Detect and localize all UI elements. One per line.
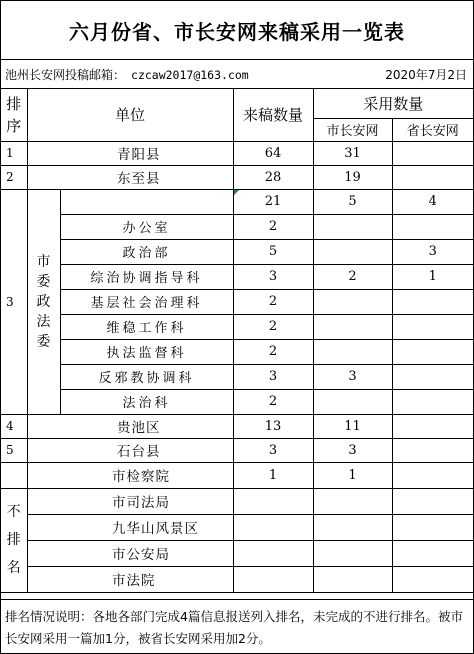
sub-unit-cell: 政治部 — [60, 239, 233, 264]
city-cell: 3 — [313, 438, 392, 462]
table-row — [1, 165, 473, 189]
submissions-cell: 13 — [233, 414, 313, 438]
sub-unit-cell: 反邪教协调科 — [60, 364, 233, 389]
province-cell — [392, 364, 473, 389]
city-cell — [313, 339, 392, 364]
submissions-cell: 1 — [233, 462, 313, 488]
province-cell — [392, 339, 473, 364]
city-cell: 19 — [313, 165, 392, 189]
rank-cell: 4 — [1, 414, 27, 438]
unit-cell: 市法院 — [60, 566, 233, 592]
province-cell — [392, 488, 473, 514]
group-name: 市委政法委 — [36, 253, 51, 350]
province-cell — [392, 462, 473, 488]
city-cell — [313, 239, 392, 264]
city-cell: 1 — [313, 462, 392, 488]
unit-spacer-cell — [27, 566, 60, 592]
submissions-cell: 28 — [233, 165, 313, 189]
rank-cell: 1 — [1, 141, 27, 165]
province-cell — [392, 389, 473, 414]
ranking-notes: 排名情况说明：各地各部门完成4篇信息报送列入排名，未完成的不进行排名。被市长安网采用一篇加1分，被省长安网采用加2分。 — [1, 599, 473, 653]
header-rank-text: 排序 — [6, 94, 22, 135]
header-adoption: 采用数量 — [313, 89, 473, 118]
group-total-city: 5 — [313, 189, 392, 214]
group-item-row — [1, 214, 473, 239]
submissions-cell — [233, 540, 313, 566]
province-cell — [392, 514, 473, 540]
report-date: 2020年7月2日 — [385, 67, 467, 82]
submissions-cell: 2 — [233, 289, 313, 314]
submissions-cell: 5 — [233, 239, 313, 264]
unranked-row — [1, 540, 473, 566]
group-item-row — [1, 239, 473, 264]
province-cell — [392, 141, 473, 165]
unit-cell: 石台县 — [60, 438, 233, 462]
rank-cell: 2 — [1, 165, 27, 189]
table-row — [1, 141, 473, 165]
city-cell — [313, 514, 392, 540]
city-cell — [313, 314, 392, 339]
group-item-row — [1, 339, 473, 364]
group-item-row — [1, 364, 473, 389]
submissions-cell: 3 — [233, 364, 313, 389]
header-submissions: 来稿数量 — [233, 89, 313, 141]
unranked-label: 不排名 — [6, 504, 21, 576]
unranked-label-cell — [1, 488, 27, 592]
table-row — [1, 438, 473, 462]
email-label: 池州长安网投稿邮箱： — [5, 67, 126, 82]
header-province: 省长安网 — [392, 118, 473, 141]
group-total-row — [1, 189, 473, 214]
city-cell — [313, 488, 392, 514]
sub-unit-cell: 办公室 — [60, 214, 233, 239]
submissions-cell — [233, 514, 313, 540]
unit-spacer-cell — [27, 462, 60, 488]
unranked-row — [1, 462, 473, 488]
unit-cell: 市公安局 — [60, 540, 233, 566]
unit-spacer-cell — [27, 414, 60, 438]
submissions-cell: 64 — [233, 141, 313, 165]
unranked-row — [1, 488, 473, 514]
group-item-row — [1, 289, 473, 314]
unit-cell: 青阳县 — [60, 141, 233, 165]
submissions-cell — [233, 566, 313, 592]
city-cell: 2 — [313, 264, 392, 289]
table-row — [1, 414, 473, 438]
city-cell — [313, 389, 392, 414]
city-cell — [313, 289, 392, 314]
province-cell: 1 — [392, 264, 473, 289]
province-cell — [392, 214, 473, 239]
submissions-cell — [233, 488, 313, 514]
unit-cell: 九华山风景区 — [60, 514, 233, 540]
header-rank — [1, 89, 27, 141]
sub-unit-cell: 执法监督科 — [60, 339, 233, 364]
province-cell — [392, 414, 473, 438]
unit-cell: 贵池区 — [60, 414, 233, 438]
rank-cell: 5 — [1, 438, 27, 462]
email-address[interactable]: czcaw2017@163.com — [131, 67, 249, 82]
unit-spacer-cell — [27, 540, 60, 566]
unit-spacer-cell — [27, 514, 60, 540]
province-cell: 3 — [392, 239, 473, 264]
unit-cell: 东至县 — [60, 165, 233, 189]
unit-cell: 市司法局 — [60, 488, 233, 514]
unranked-row — [1, 566, 473, 592]
province-cell — [392, 566, 473, 592]
group-item-row — [1, 389, 473, 414]
city-cell: 11 — [313, 414, 392, 438]
unit-cell: 市检察院 — [60, 462, 233, 488]
city-cell — [313, 214, 392, 239]
data-table — [1, 89, 473, 593]
group-name-cell — [27, 189, 60, 414]
unit-spacer-cell — [27, 141, 60, 165]
city-cell: 31 — [313, 141, 392, 165]
unit-spacer-cell — [27, 165, 60, 189]
sub-unit-cell: 法治科 — [60, 389, 233, 414]
unranked-row — [1, 514, 473, 540]
unit-spacer-cell — [27, 438, 60, 462]
group-item-row — [1, 314, 473, 339]
province-cell — [392, 314, 473, 339]
submissions-cell: 2 — [233, 339, 313, 364]
group-item-row — [1, 264, 473, 289]
city-cell — [313, 566, 392, 592]
submissions-cell: 2 — [233, 389, 313, 414]
submissions-cell: 3 — [233, 264, 313, 289]
submissions-cell: 2 — [233, 314, 313, 339]
info-bar — [1, 60, 473, 89]
email-line — [5, 66, 249, 83]
sub-unit-cell: 综治协调指导科 — [60, 264, 233, 289]
header-city: 市长安网 — [313, 118, 392, 141]
submissions-cell: 3 — [233, 438, 313, 462]
submissions-cell: 2 — [233, 214, 313, 239]
province-cell — [392, 540, 473, 566]
rank-cell: 3 — [1, 189, 27, 414]
unit-spacer-cell — [27, 488, 60, 514]
group-total-submissions: 21 — [233, 189, 313, 214]
sub-unit-cell: 基层社会治理科 — [60, 289, 233, 314]
sheet-title: 六月份省、市长安网来稿采用一览表 — [1, 1, 473, 60]
rank-cell — [1, 462, 27, 488]
province-cell — [392, 438, 473, 462]
sub-unit-cell: 维稳工作科 — [60, 314, 233, 339]
group-total-province: 4 — [392, 189, 473, 214]
city-cell: 3 — [313, 364, 392, 389]
province-cell — [392, 165, 473, 189]
header-unit: 单位 — [27, 89, 233, 141]
city-cell — [313, 540, 392, 566]
group-total-label-cell — [60, 189, 233, 214]
province-cell — [392, 289, 473, 314]
